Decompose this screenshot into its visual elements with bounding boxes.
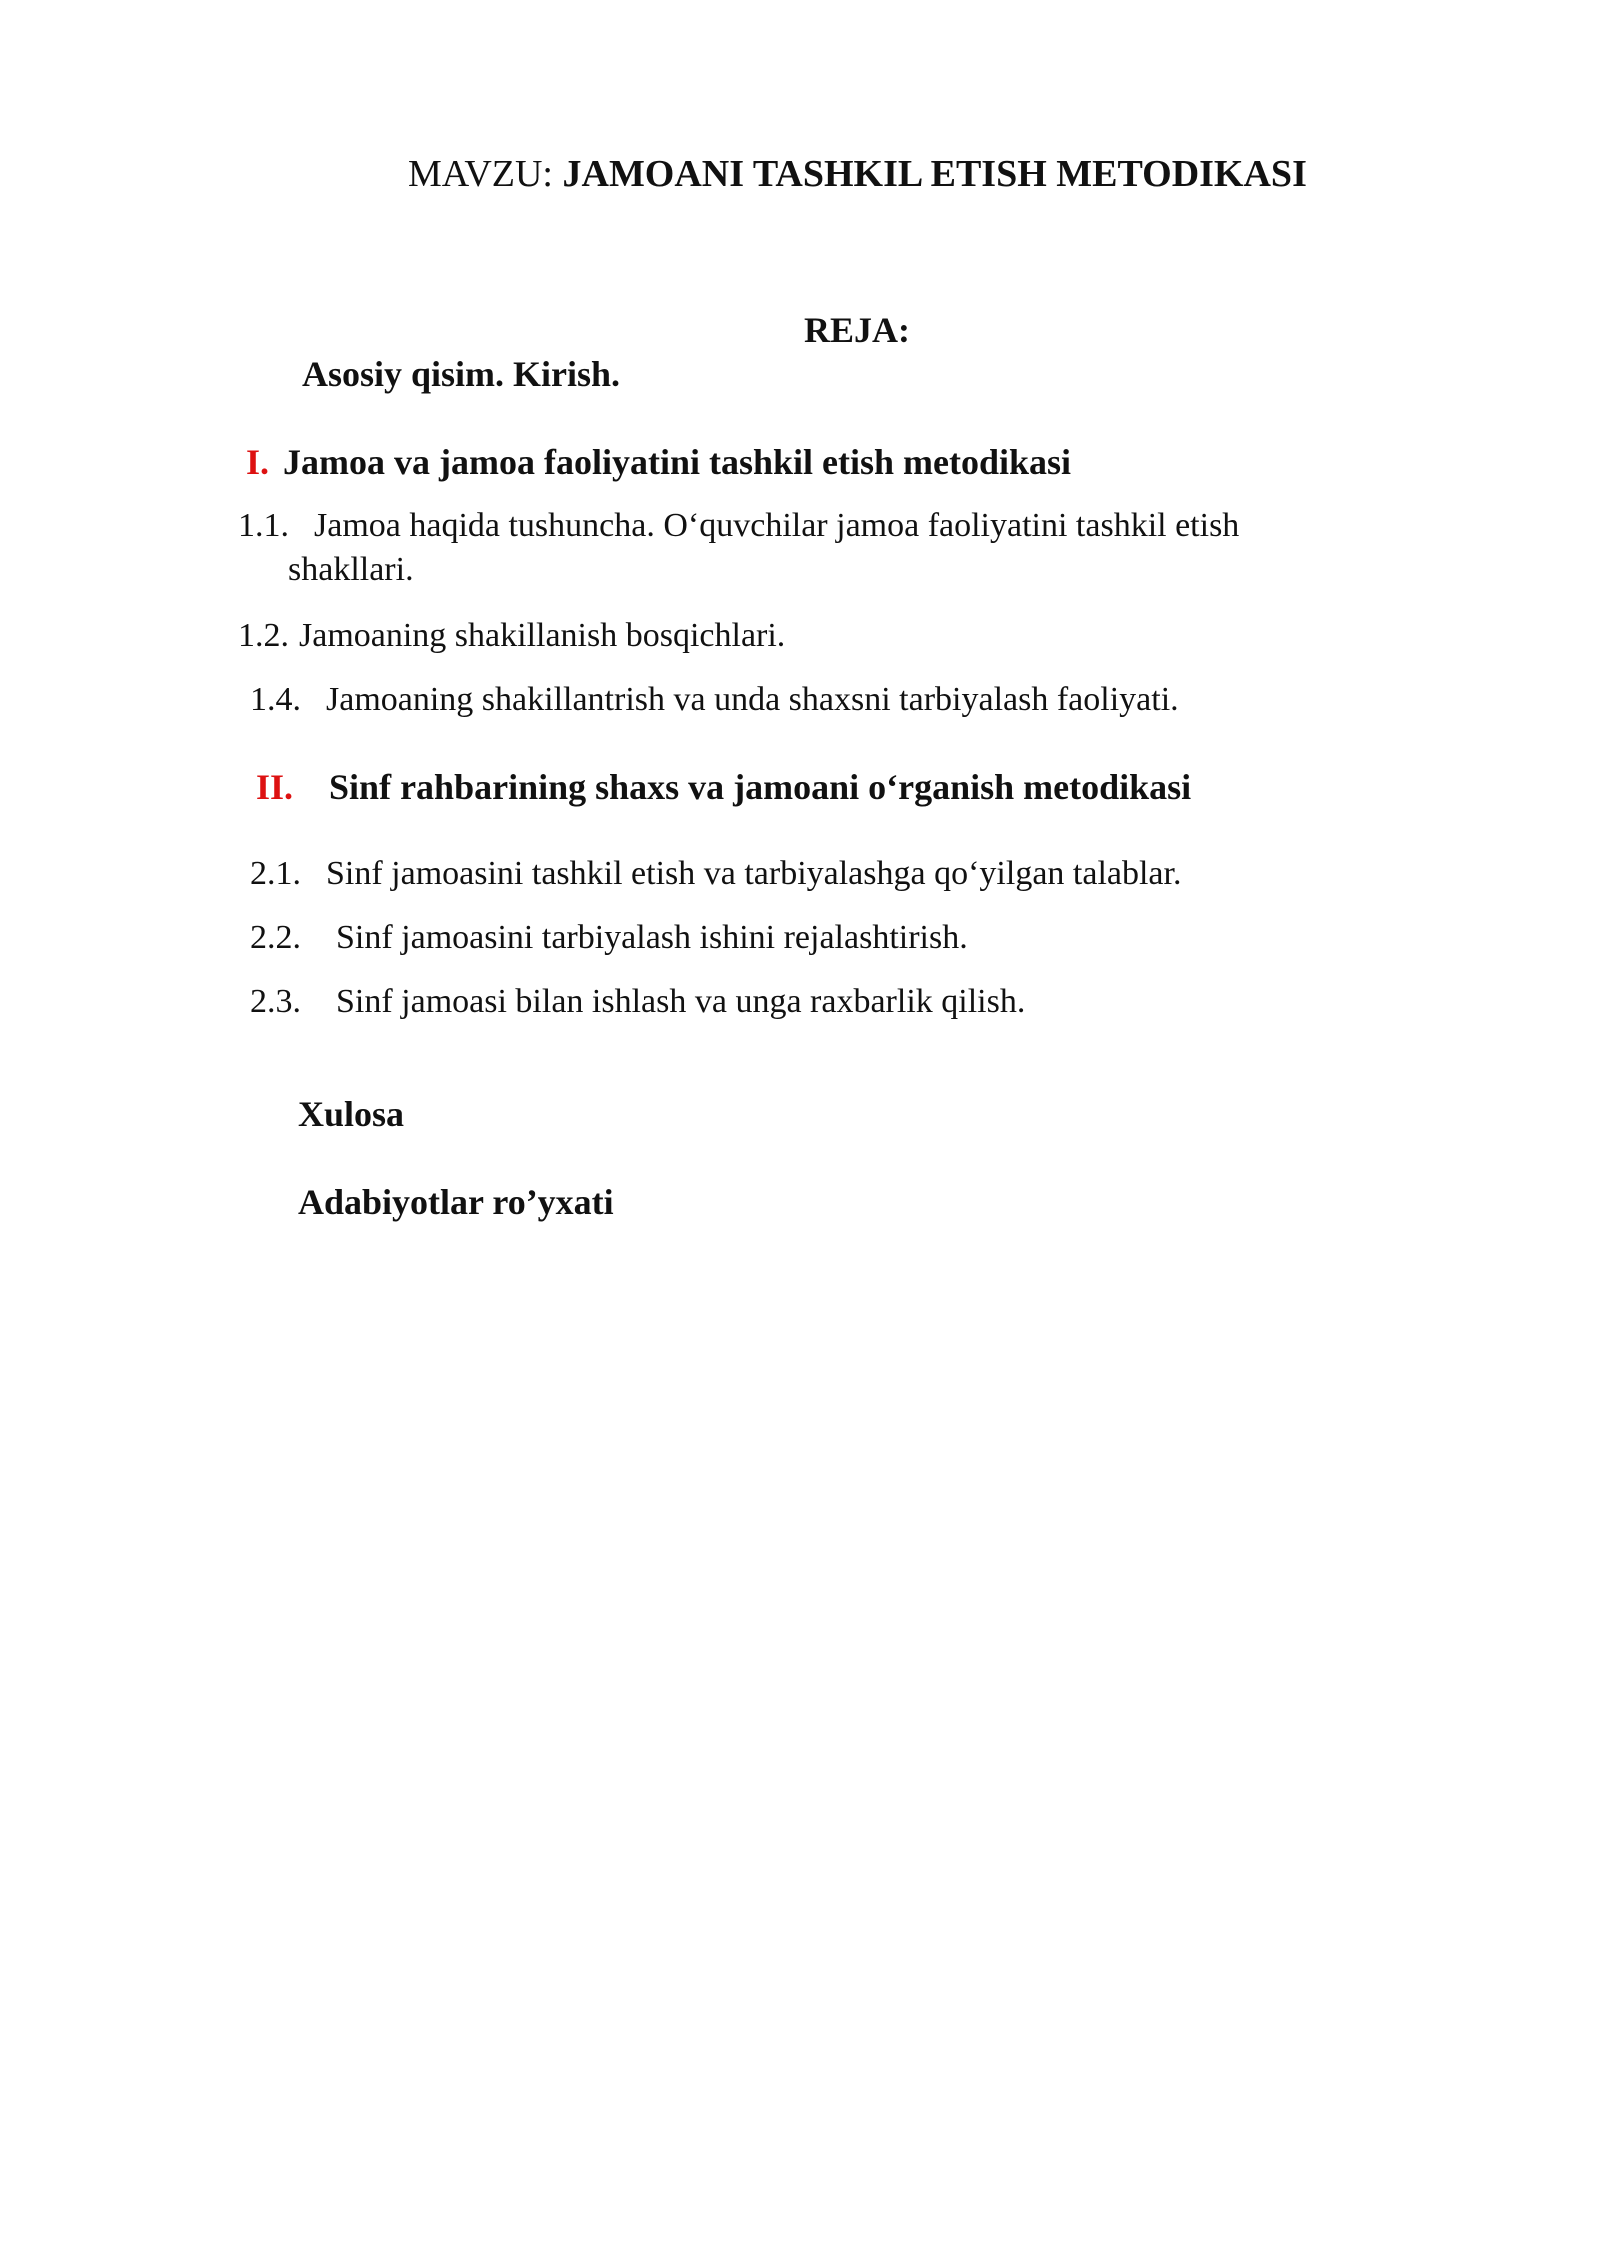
item-number: 1.1.: [238, 507, 289, 544]
plan-item-2-1: [250, 852, 1181, 896]
plan-heading: REJA:: [804, 310, 910, 350]
references-heading: Adabiyotlar ro’yxati: [298, 1182, 614, 1222]
conclusion-heading: Xulosa: [298, 1094, 405, 1134]
item-number: 1.2.: [238, 617, 289, 654]
page-title: [408, 152, 1307, 196]
section-1-heading: [246, 440, 1071, 484]
item-text: Jamoaning shakillantrish va unda shaxsni tarbiyalash faoliyati.: [326, 681, 1179, 718]
intro-heading: Asosiy qisim. Kirish.: [302, 354, 621, 394]
title-prefix: MAVZU:: [408, 153, 563, 195]
item-text: Sinf jamoasi bilan ishlash va unga raxbarlik qilish.: [336, 983, 1026, 1020]
title-main: JAMOANI TASHKIL ETISH METODIKASI: [562, 153, 1307, 195]
item-number: 2.1.: [250, 855, 301, 892]
section-1-number: I.: [246, 442, 270, 482]
plan-item-1-4: [250, 678, 1179, 722]
item-text: Jamoa haqida tushuncha. O‘quvchilar jamoa faoliyatini tashkil etish: [314, 507, 1240, 544]
plan-item-1-1: [238, 504, 1239, 548]
item-number: 2.2.: [250, 919, 301, 956]
item-text: Jamoaning shakillanish bosqichlari.: [299, 617, 786, 654]
plan-item-1-1-continuation: shakllari.: [288, 551, 414, 588]
item-text: Sinf jamoasini tashkil etish va tarbiyalashga qo‘yilgan talablar.: [326, 855, 1182, 892]
section-1-title: Jamoa va jamoa faoliyatini tashkil etish metodikasi: [283, 442, 1072, 482]
item-text: Sinf jamoasini tarbiyalash ishini rejalashtirish.: [336, 919, 968, 956]
item-number: 2.3.: [250, 983, 301, 1020]
plan-item-1-2: [238, 614, 785, 658]
item-number: 1.4.: [250, 681, 301, 718]
section-2-number: II.: [256, 767, 294, 807]
section-2-title: Sinf rahbarining shaxs va jamoani o‘rganish metodikasi: [329, 767, 1192, 807]
plan-item-2-2: [250, 916, 968, 960]
plan-item-2-3: [250, 980, 1025, 1024]
section-2-heading: [256, 765, 1191, 809]
